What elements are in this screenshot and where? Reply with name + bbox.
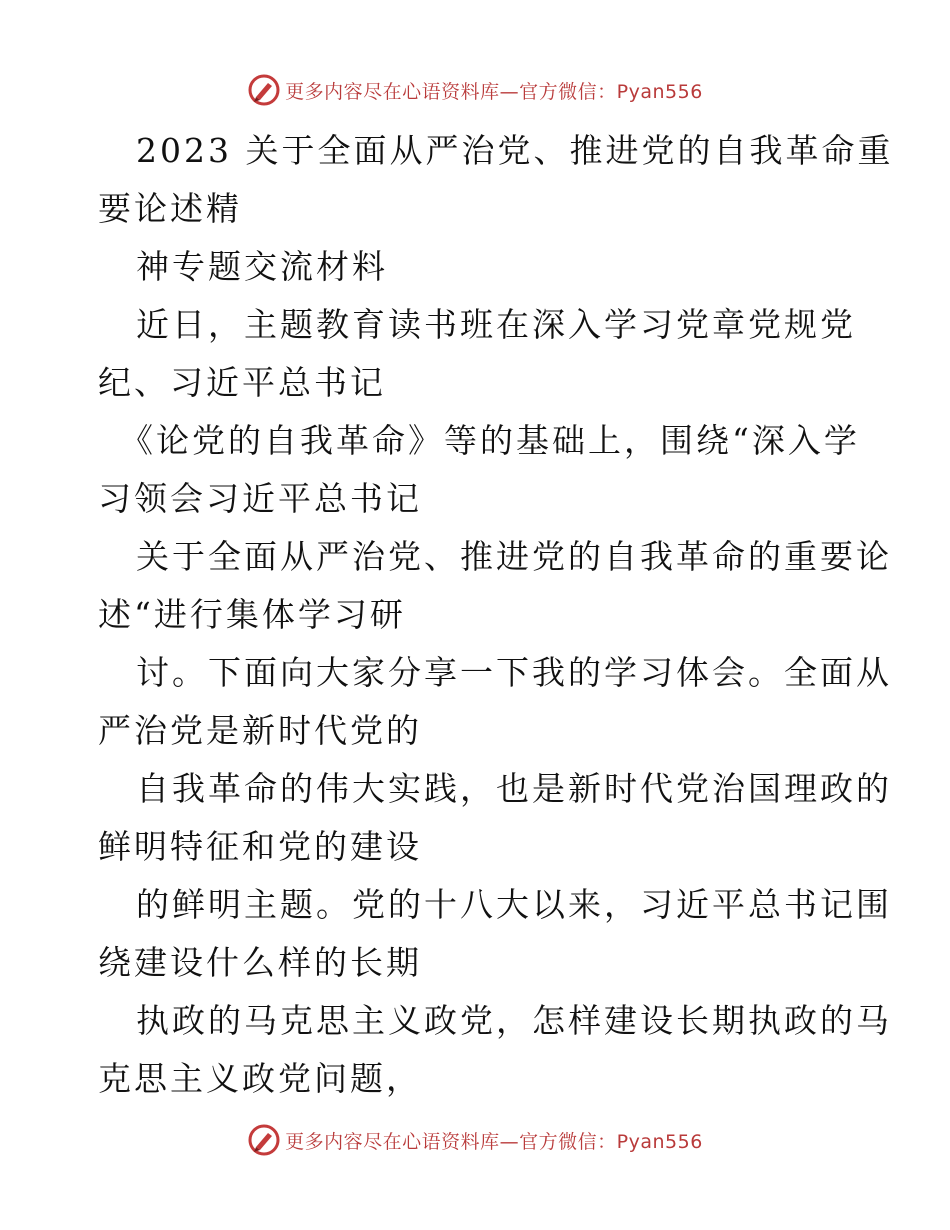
watermark-text: 更多内容尽在心语资料库—官方微信：Pyan556 [285, 80, 703, 103]
text-line: 《论党的自我革命》等的基础上，围绕“深入学 [120, 421, 860, 460]
text-line: 神专题交流材料 [136, 247, 388, 286]
text-line: 近日，主题教育读书班在深入学习党章党规党 [136, 305, 856, 344]
text-line: 关于全面从严治党、推进党的自我革命的重要论 [136, 537, 892, 576]
footer-watermark [0, 1120, 950, 1160]
text-line: 讨。下面向大家分享一下我的学习体会。全面从 [136, 653, 892, 692]
text-line: 克思主义政党问题， [98, 1059, 422, 1098]
watermark-text: 更多内容尽在心语资料库—官方微信：Pyan556 [285, 1130, 703, 1153]
text-line: 纪、习近平总书记 [98, 363, 386, 402]
header-watermark [0, 70, 950, 110]
pen-circle-logo-icon [247, 1123, 281, 1157]
text-line: 鲜明特征和党的建设 [98, 827, 422, 866]
text-line: 执政的马克思主义政党，怎样建设长期执政的马 [136, 1001, 892, 1040]
pen-circle-logo-icon [247, 73, 281, 107]
text-line: 习领会习近平总书记 [98, 479, 422, 518]
text-line: 严治党是新时代党的 [98, 711, 422, 750]
text-line: 要论述精 [98, 189, 242, 228]
text-line: 述“进行集体学习研 [98, 595, 406, 634]
text-line: 自我革命的伟大实践，也是新时代党治国理政的 [136, 769, 892, 808]
document-body [98, 122, 894, 1108]
text-line: 2023 关于全面从严治党、推进党的自我革命重 [136, 131, 894, 170]
text-line: 的鲜明主题。党的十八大以来，习近平总书记围 [136, 885, 892, 924]
text-line: 绕建设什么样的长期 [98, 943, 422, 982]
